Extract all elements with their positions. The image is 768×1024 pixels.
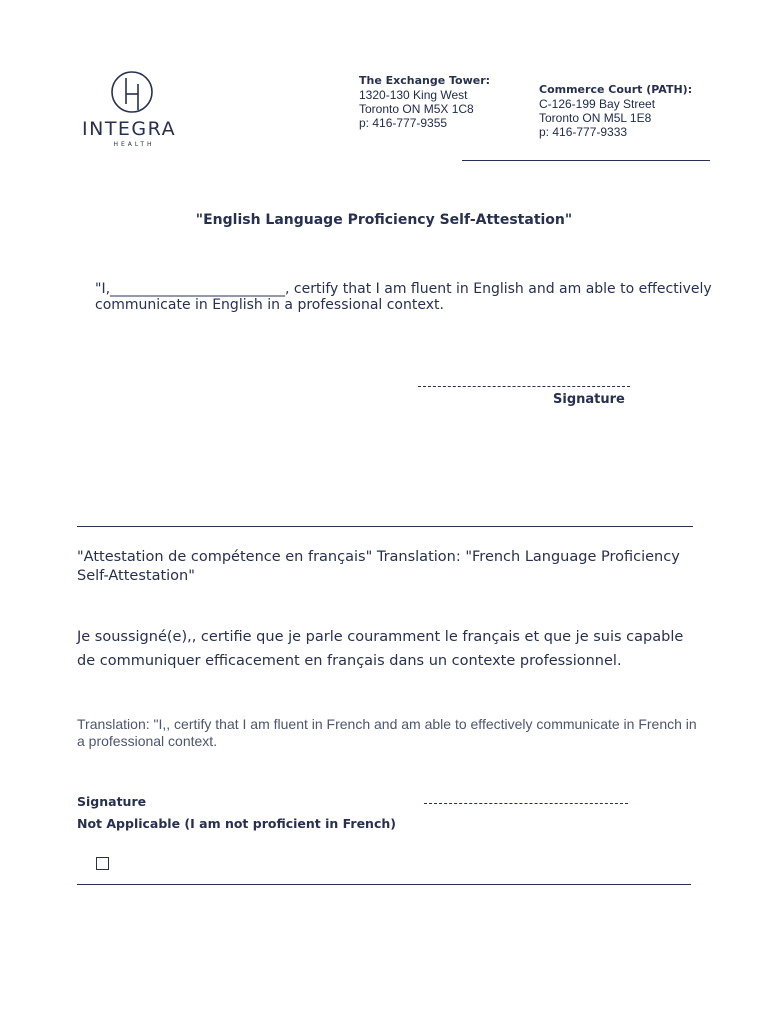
address-title: The Exchange Tower: (359, 74, 491, 87)
address-title: Commerce Court (PATH): (539, 83, 693, 96)
french-signature-label: Signature (77, 794, 147, 809)
french-statement-translation: Translation: "I,, certify that I am fluent in French and am able to effectively communicate in French in a professional context. (77, 716, 697, 749)
english-attestation-statement: "I,_________________________, certify that I am fluent in English and am able to effectively communicate in English in a professional context. (95, 281, 712, 313)
logo-name: INTEGRA (82, 118, 177, 140)
address-city: Toronto ON M5X 1C8 (359, 102, 474, 116)
commerce-court-address (539, 83, 709, 139)
address-phone: p: 416-777-9355 (359, 116, 448, 130)
section-divider (77, 526, 693, 527)
integra-health-logo (82, 70, 186, 150)
address-phone: p: 416-777-9333 (539, 125, 628, 139)
english-attestation-title: "English Language Proficiency Self-Attestation" (195, 212, 573, 228)
address-line: 1320-130 King West (359, 88, 468, 102)
address-line: C-126-199 Bay Street (539, 97, 656, 111)
header-divider (462, 160, 710, 161)
not-applicable-label: Not Applicable (I am not proficient in French) (77, 816, 396, 831)
french-attestation-statement: Je soussigné(e),, certifie que je parle couramment le français et que je suis capable de communiquer efficacement en français dans un contexte professionnel. (77, 629, 684, 669)
french-signature-line[interactable] (424, 803, 628, 804)
logo-subtitle: HEALTH (113, 141, 155, 148)
english-signature-line[interactable] (418, 386, 630, 387)
footer-divider (77, 884, 691, 885)
address-city: Toronto ON M5L 1E8 (539, 111, 652, 125)
not-applicable-checkbox[interactable] (96, 857, 109, 870)
exchange-tower-address (359, 74, 529, 130)
integra-h-monogram-icon (110, 70, 154, 114)
french-attestation-title: "Attestation de compétence en français" Translation: "French Language Proficiency Self-Attestation" (77, 549, 680, 584)
english-signature-label: Signature (553, 392, 625, 407)
